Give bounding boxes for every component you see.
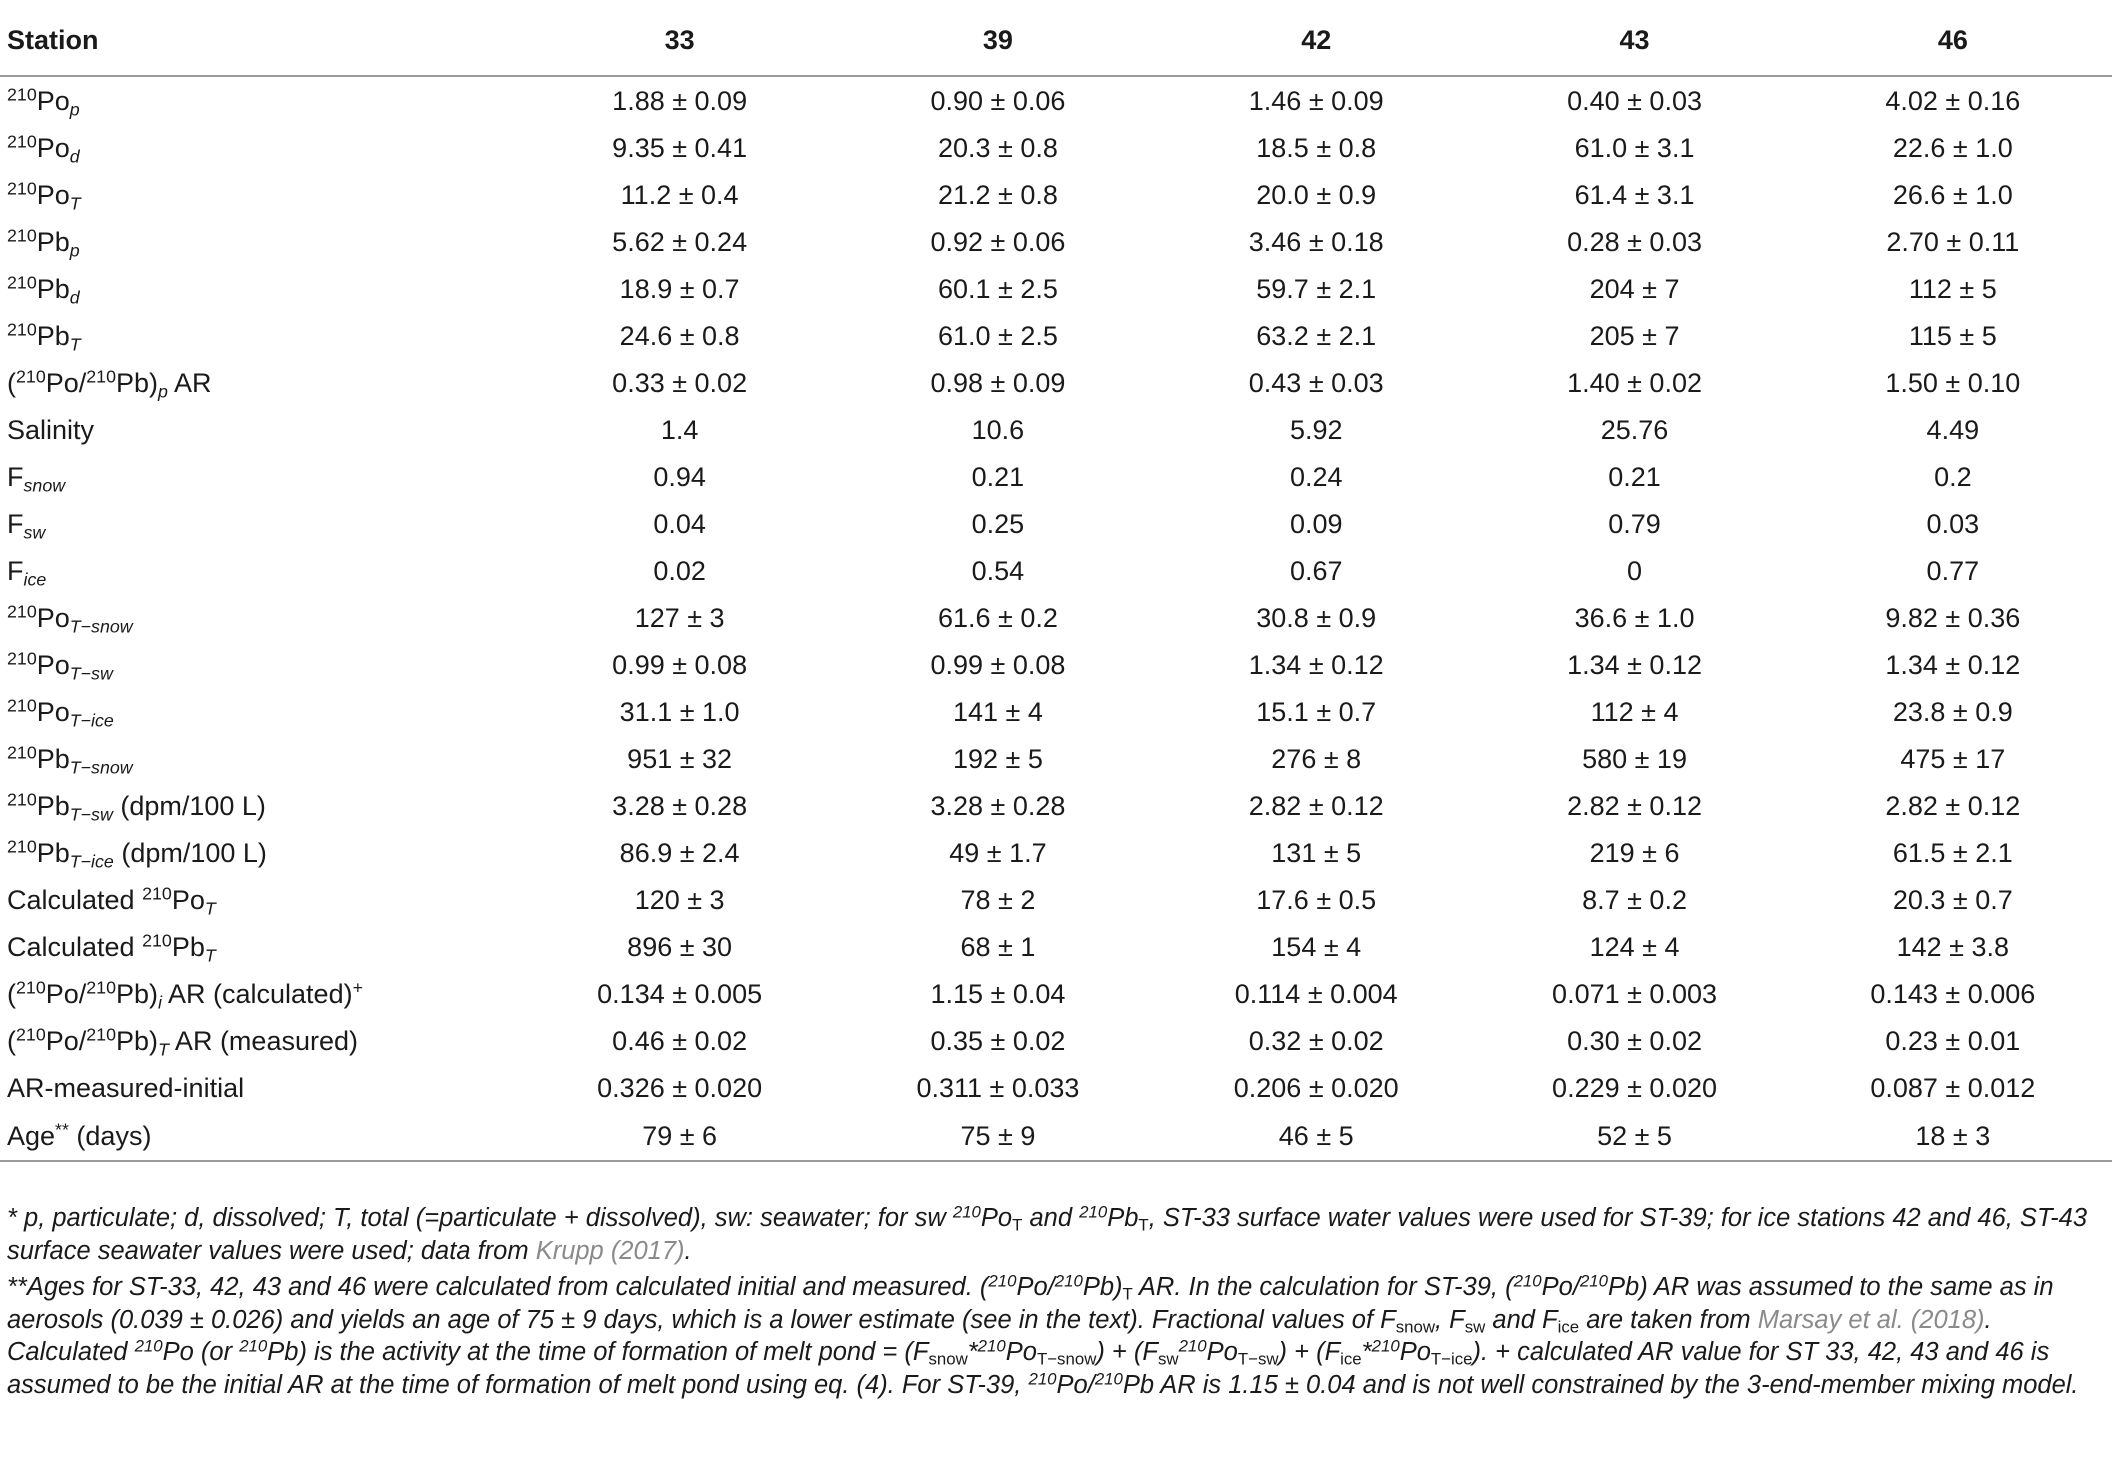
table-cell: 59.7 ± 2.1	[1256, 273, 1377, 304]
table-row	[0, 782, 2112, 829]
table-row	[0, 312, 2112, 359]
table-row	[0, 76, 2112, 124]
table-cell: 112 ± 4	[1590, 696, 1679, 727]
table-cell: 63.2 ± 2.1	[1256, 320, 1377, 351]
table-cell: 1.40 ± 0.02	[1567, 367, 1702, 398]
footnote-ages: **Ages for ST-33, 42, 43 and 46 were calculated from calculated initial and measured. $(^{210}Po/^{210}Pb)_T$ AR. In the calculation for ST-39, ($^{210}$Po/$^{210}$Pb) AR was assumed to the same as in aerosols (0.039 ± 0.026) and yields an age of 75 ± 9 days, which is a lower estimate (see in the text). Fractional values of $F_{snow}$, $F_{sw}$ and $F_{ice}$ are taken from Marsay et al. (2018). Calculated $^{210}$Po (or $^{210}$Pb) is the activity at the time of formation of melt pond = $(F_{snow}*^{210}Po_{T-snow}) + (F_{sw}^{210}Po_{T-sw}) + (F_{ice}*^{210}Po_{T-ice})$. + calculated AR value for ST 33, 42, 43 and 46 is assumed to be the initial AR at the time of formation of melt pond using eq. (4). For ST-39, $^{210}$Po/$^{210}$Pb AR is 1.15 ± 0.04 and is not well constrained by the 3-end-member mixing model.	[7, 1271, 2079, 1399]
table-cell: 9.35 ± 0.41	[612, 132, 748, 163]
table-cell: 0.79	[1608, 508, 1661, 539]
table-cell: 61.5 ± 2.1	[1892, 837, 2013, 868]
table-cell: 1.34 ± 0.12	[1248, 649, 1384, 680]
table-row	[0, 641, 2112, 688]
table-cell: 5.92	[1289, 414, 1343, 445]
table-cell: 204 ± 7	[1589, 273, 1680, 304]
table-cell: 0.25	[971, 508, 1025, 539]
table-row	[0, 876, 2112, 923]
table-cell: 4.49	[1926, 414, 1980, 445]
table-cell: 20.0 ± 0.9	[1256, 179, 1377, 210]
table-cell: 1.34 ± 0.12	[1885, 649, 2021, 680]
row-label: $F_{sw}$	[7, 508, 46, 542]
table-row	[0, 453, 2112, 500]
table-cell: 1.34 ± 0.12	[1567, 649, 1702, 680]
table-cell: 0.99 ± 0.08	[930, 649, 1066, 680]
table-cell: 0.326 ± 0.020	[597, 1072, 763, 1103]
table-row	[0, 500, 2112, 547]
table-cell: 0.23 ± 0.01	[1885, 1025, 2021, 1056]
table-cell: 124 ± 4	[1589, 931, 1680, 962]
table-cell: 86.9 ± 2.4	[619, 837, 740, 868]
table-cell: 30.8 ± 0.9	[1256, 602, 1377, 633]
table-cell: 46 ± 5	[1157, 1111, 1475, 1161]
data-table	[0, 5, 2112, 1162]
row-label: $F_{snow}$	[7, 461, 66, 495]
table-cell: 205 ± 7	[1589, 320, 1680, 351]
table-cell: 61.4 ± 3.1	[1574, 179, 1695, 210]
table-row	[0, 406, 2112, 453]
table-cell: 1.50 ± 0.10	[1885, 367, 2021, 398]
table-cell: 0.311 ± 0.033	[916, 1072, 1080, 1103]
row-label: $^{210}Pb_{T-ice}$ (dpm/100 L)	[7, 836, 267, 871]
table-cell: 1.88 ± 0.09	[612, 85, 748, 116]
table-cell: 2.70 ± 0.11	[1886, 226, 2020, 257]
table-header	[0, 5, 2112, 76]
table-cell: 25.76	[1600, 414, 1669, 445]
table-cell: 120 ± 3	[634, 884, 725, 915]
table-cell: 18.5 ± 0.8	[1256, 132, 1377, 163]
table-row	[0, 547, 2112, 594]
table-cell: 896 ± 30	[627, 931, 733, 962]
table-cell: 0.09	[1289, 508, 1343, 539]
table-row	[0, 688, 2112, 735]
table-cell: 21.2 ± 0.8	[937, 179, 1058, 210]
table-cell: 17.6 ± 0.5	[1256, 884, 1377, 915]
table-row	[0, 1017, 2112, 1064]
table-cell: 951 ± 32	[627, 743, 733, 774]
table-cell: 22.6 ± 1.0	[1892, 132, 2013, 163]
table-cell: 8.7 ± 0.2	[1582, 884, 1687, 915]
row-label: $^{210}Pb_{T-sw}$ (dpm/100 L)	[7, 789, 266, 824]
table-cell: 0.30 ± 0.02	[1567, 1025, 1702, 1056]
table-cell: 0.21	[971, 461, 1025, 492]
reference-link-krupp[interactable]: Krupp (2017)	[535, 1236, 685, 1265]
table-body	[0, 76, 2112, 1161]
table-cell: 0.2	[1934, 461, 1972, 492]
table-cell: 4.02 ± 0.16	[1885, 85, 2021, 116]
row-label: $^{210}Po_T$	[7, 178, 81, 213]
table-cell: 276 ± 8	[1271, 743, 1362, 774]
row-label: $(^{210}Po/^{210}Pb)_T$ AR (measured)	[7, 1024, 358, 1059]
header-station-43: 43	[1475, 5, 1793, 76]
table-cell: 0.28 ± 0.03	[1567, 226, 1702, 257]
table-cell: 580 ± 19	[1582, 743, 1687, 774]
table-cell: 20.3 ± 0.8	[937, 132, 1058, 163]
row-label: $^{210}Po_p$	[7, 84, 80, 119]
table-cell: 5.62 ± 0.24	[612, 226, 748, 257]
table-cell: 475 ± 17	[1900, 743, 2006, 774]
table-cell: 0.04	[653, 508, 706, 539]
table-cell: 141 ± 4	[952, 696, 1043, 727]
table-cell: 52 ± 5	[1475, 1111, 1793, 1161]
table-cell: 0.46 ± 0.02	[612, 1025, 748, 1056]
footnote-abbreviations: * p, particulate; d, dissolved; T, total (=particulate + dissolved), sw: seawater; for sw $^{210}Po_T$ and $^{210}Pb_T$, ST-33 surface water values were used for ST-39; for ice stations 42 and 46, ST-43 surface seawater values were used; data from Krupp (2017).	[7, 1202, 2088, 1265]
table-cell: 0.229 ± 0.020	[1552, 1072, 1717, 1103]
table-cell: 0.35 ± 0.02	[930, 1025, 1066, 1056]
table-cell: 79 ± 6	[520, 1111, 838, 1161]
table-cell: 0.99 ± 0.08	[612, 649, 748, 680]
table-row	[0, 735, 2112, 782]
table-cell: 1.15 ± 0.04	[930, 978, 1066, 1009]
row-label: $^{210}Pb_d$	[7, 272, 80, 307]
table-cell: 3.28 ± 0.28	[930, 790, 1066, 821]
table-cell: 61.0 ± 2.5	[937, 320, 1058, 351]
row-label: AR-measured-initial	[7, 1072, 245, 1103]
table-cell: 1.4	[660, 414, 699, 445]
table-cell: 219 ± 6	[1589, 837, 1680, 868]
table-cell: 11.2 ± 0.4	[620, 179, 739, 210]
table-cell: 0.24	[1289, 461, 1343, 492]
table-cell: 2.82 ± 0.12	[1567, 790, 1702, 821]
table-cell: 131 ± 5	[1271, 837, 1362, 868]
table-cell: 1.46 ± 0.09	[1248, 85, 1384, 116]
table-cell: 9.82 ± 0.36	[1885, 602, 2021, 633]
table-row	[0, 171, 2112, 218]
table-cell: 0.087 ± 0.012	[1870, 1072, 2036, 1103]
table-footnotes	[7, 1202, 2107, 1405]
table-cell: 112 ± 5	[1908, 273, 1997, 304]
header-station-33: 33	[520, 5, 838, 76]
table-cell: 0.32 ± 0.02	[1248, 1025, 1384, 1056]
table-cell: 0.77	[1926, 555, 1980, 586]
table-cell: 60.1 ± 2.5	[937, 273, 1058, 304]
table-cell: 0.90 ± 0.06	[930, 85, 1066, 116]
table-cell: 78 ± 2	[960, 884, 1036, 915]
row-label: Salinity	[7, 414, 95, 445]
table-cell: 0.206 ± 0.020	[1233, 1072, 1399, 1103]
table-row	[0, 265, 2112, 312]
reference-link-marsay[interactable]: Marsay et al. (2018)	[1757, 1305, 1985, 1334]
table-cell: 0.67	[1289, 555, 1343, 586]
table-cell: 61.6 ± 0.2	[937, 602, 1058, 633]
table-cell: 0.114 ± 0.004	[1234, 978, 1398, 1009]
table-cell: 2.82 ± 0.12	[1248, 790, 1384, 821]
table-cell: 26.6 ± 1.0	[1892, 179, 2013, 210]
row-label: Calculated $^{210}Pb_T$	[7, 930, 216, 965]
header-station: Station	[0, 5, 520, 76]
row-label: $^{210}Pb_T$	[7, 319, 81, 354]
table-row	[0, 218, 2112, 265]
header-station-39: 39	[839, 5, 1157, 76]
table-cell: 0.02	[653, 555, 706, 586]
table-cell: 115 ± 5	[1908, 320, 1997, 351]
table-cell: 0.92 ± 0.06	[930, 226, 1066, 257]
table-row	[0, 923, 2112, 970]
table-cell: 0	[1627, 555, 1643, 586]
table-row	[0, 594, 2112, 641]
table-cell: 127 ± 3	[634, 602, 725, 633]
table-cell: 3.28 ± 0.28	[612, 790, 748, 821]
table-cell: 0.94	[653, 461, 706, 492]
table-cell: 0.54	[971, 555, 1025, 586]
table-cell: 61.0 ± 3.1	[1574, 132, 1695, 163]
table-cell: 154 ± 4	[1271, 931, 1362, 962]
row-label: Age** (days)	[0, 1111, 520, 1161]
table-cell: 20.3 ± 0.7	[1892, 884, 2013, 915]
table-cell: 31.1 ± 1.0	[619, 696, 740, 727]
table-cell: 15.1 ± 0.7	[1256, 696, 1377, 727]
table-row	[0, 1064, 2112, 1111]
table-cell: 0.21	[1608, 461, 1661, 492]
table-row	[0, 970, 2112, 1017]
row-label: $F_{ice}$	[7, 555, 47, 589]
table-cell: 0.143 ± 0.006	[1870, 978, 2036, 1009]
table-cell: 24.6 ± 0.8	[619, 320, 740, 351]
table-cell: 0.43 ± 0.03	[1248, 367, 1384, 398]
table-cell: 0.134 ± 0.005	[597, 978, 763, 1009]
table-row	[0, 124, 2112, 171]
header-station-46: 46	[1794, 5, 2112, 76]
row-label: $^{210}Pb_{T-snow}$	[7, 742, 133, 777]
row-label: $^{210}Po_{T-ice}$	[7, 695, 114, 730]
table-cell: 2.82 ± 0.12	[1885, 790, 2021, 821]
table-cell: 18.9 ± 0.7	[619, 273, 740, 304]
table-cell: 68 ± 1	[960, 931, 1036, 962]
row-label: $(^{210}Po/^{210}Pb)_i$ AR (calculated)+	[7, 977, 363, 1012]
table-row	[0, 829, 2112, 876]
table-cell: 0.071 ± 0.003	[1552, 978, 1717, 1009]
table-cell: 23.8 ± 0.9	[1892, 696, 2013, 727]
table-cell: 3.46 ± 0.18	[1248, 226, 1384, 257]
table-cell: 0.03	[1926, 508, 1980, 539]
table-cell: 10.6	[971, 414, 1025, 445]
table-row	[0, 359, 2112, 406]
table-cell: 75 ± 9	[839, 1111, 1157, 1161]
header-station-42: 42	[1157, 5, 1475, 76]
table-cell: 192 ± 5	[952, 743, 1043, 774]
row-label: Calculated $^{210}Po_T$	[7, 883, 216, 918]
table-cell: 36.6 ± 1.0	[1574, 602, 1695, 633]
table-cell: 18 ± 3	[1794, 1111, 2112, 1161]
table-cell: 49 ± 1.7	[949, 837, 1047, 868]
row-label: $^{210}Po_{T-snow}$	[7, 601, 133, 636]
row-label: $^{210}Po_d$	[7, 131, 80, 166]
row-label: $^{210}Pb_p$	[7, 225, 80, 260]
row-label: $(^{210}Po/^{210}Pb)_p$ AR	[7, 366, 212, 401]
table-cell: 0.98 ± 0.09	[930, 367, 1066, 398]
table-cell: 0.40 ± 0.03	[1567, 85, 1702, 116]
row-label: $^{210}Po_{T-sw}$	[7, 648, 113, 683]
table-cell: 142 ± 3.8	[1896, 931, 2010, 962]
table-row	[0, 1111, 2112, 1161]
table-cell: 0.33 ± 0.02	[612, 367, 748, 398]
